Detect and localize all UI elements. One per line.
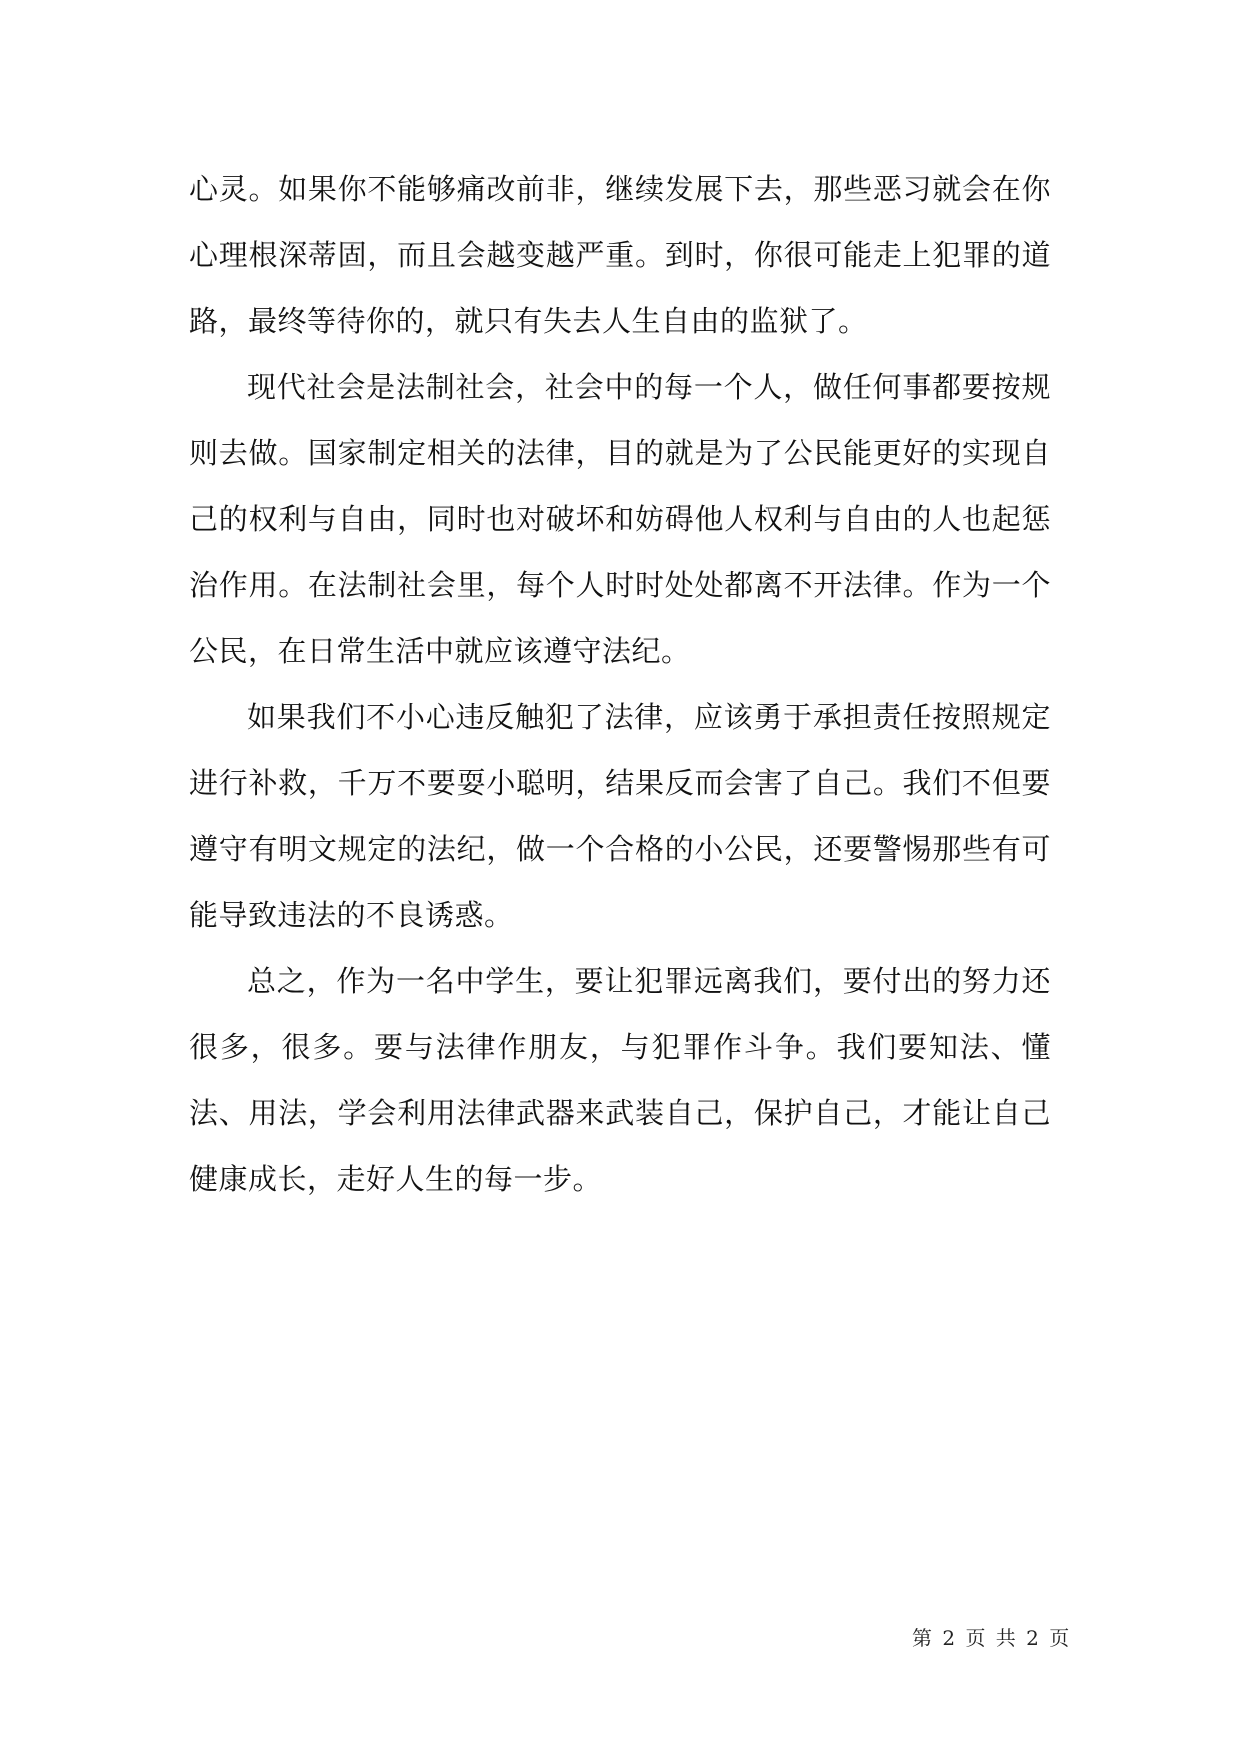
paragraph-2: 现代社会是法制社会，社会中的每一个人，做任何事都要按规则去做。国家制定相关的法律，目的就是为了公民能更好的实现自己的权利与自由，同时也对破坏和妨碍他人权利与自由的人也起惩治作用。在法制社会里，每个人时时处处都离不开法律。作为一个公民，在日常生活中就应该遵守法纪。 (189, 370, 1051, 668)
paragraph-1: 心灵。如果你不能够痛改前非，继续发展下去，那些恶习就会在你心理根深蒂固，而且会越变越严重。到时，你很可能走上犯罪的道路，最终等待你的，就只有失去人生自由的监狱了。 (189, 172, 1051, 338)
document-body (189, 156, 1051, 1212)
paragraph-3: 如果我们不小心违反触犯了法律，应该勇于承担责任按照规定进行补救，千万不要耍小聪明，结果反而会害了自己。我们不但要遵守有明文规定的法纪，做一个合格的小公民，还要警惕那些有可能导致违法的不良诱惑。 (189, 700, 1051, 932)
paragraph-4: 总之，作为一名中学生，要让犯罪远离我们，要付出的努力还很多，很多。要与法律作朋友，与犯罪作斗争。我们要知法、懂法、用法，学会利用法律武器来武装自己，保护自己，才能让自己健康成长，走好人生的每一步。 (189, 964, 1051, 1196)
page-number-label: 第 2 页 共 2 页 (912, 1626, 1072, 1650)
page-footer (912, 1622, 1071, 1651)
